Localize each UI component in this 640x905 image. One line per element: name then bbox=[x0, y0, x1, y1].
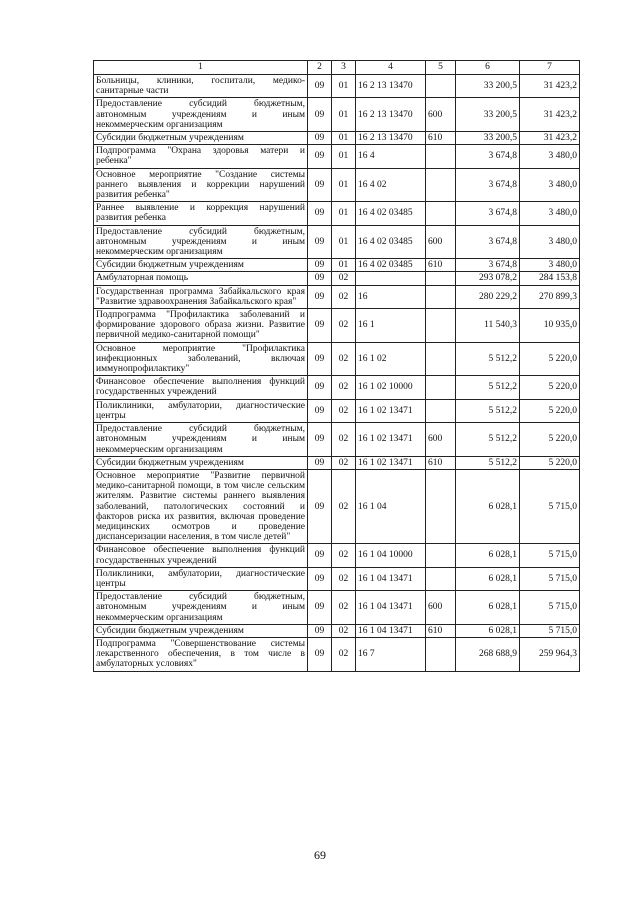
amount-year-1: 3 674,8 bbox=[456, 202, 520, 225]
amount-year-2: 284 153,8 bbox=[520, 272, 580, 285]
table-row bbox=[94, 637, 580, 671]
expense-type-code bbox=[426, 202, 456, 225]
header-cell: 2 bbox=[308, 61, 332, 75]
target-article-code: 16 1 04 13471 bbox=[356, 624, 426, 637]
expense-type-code bbox=[426, 285, 456, 308]
subsection-code: 02 bbox=[332, 376, 356, 399]
amount-year-1: 6 028,1 bbox=[456, 624, 520, 637]
subsection-code: 01 bbox=[332, 225, 356, 259]
amount-year-1: 33 200,5 bbox=[456, 98, 520, 132]
amount-year-2: 270 899,3 bbox=[520, 285, 580, 308]
expense-type-code: 600 bbox=[426, 98, 456, 132]
subsection-code: 01 bbox=[332, 259, 356, 272]
amount-year-1: 6 028,1 bbox=[456, 469, 520, 543]
amount-year-1: 5 512,2 bbox=[456, 342, 520, 376]
amount-year-1: 3 674,8 bbox=[456, 168, 520, 202]
item-name: Субсидии бюджетным учреждениям bbox=[94, 132, 308, 145]
amount-year-2: 5 220,0 bbox=[520, 376, 580, 399]
section-code: 09 bbox=[308, 469, 332, 543]
expense-type-code: 610 bbox=[426, 624, 456, 637]
target-article-code: 16 7 bbox=[356, 637, 426, 671]
amount-year-2: 3 480,0 bbox=[520, 202, 580, 225]
expense-type-code bbox=[426, 342, 456, 376]
item-name: Амбулаторная помощь bbox=[94, 272, 308, 285]
table-row bbox=[94, 591, 580, 625]
target-article-code: 16 2 13 13470 bbox=[356, 98, 426, 132]
table-row bbox=[94, 567, 580, 590]
item-name: Субсидии бюджетным учреждениям bbox=[94, 259, 308, 272]
amount-year-1: 5 512,2 bbox=[456, 456, 520, 469]
header-cell: 7 bbox=[520, 61, 580, 75]
table-row bbox=[94, 544, 580, 567]
section-code: 09 bbox=[308, 98, 332, 132]
amount-year-2: 259 964,3 bbox=[520, 637, 580, 671]
amount-year-2: 5 220,0 bbox=[520, 456, 580, 469]
item-name: Подпрограмма "Совершенствование системы лекарственного обеспечения, в том числе в амбулаторных условиях" bbox=[94, 637, 308, 671]
item-name: Субсидии бюджетным учреждениям bbox=[94, 456, 308, 469]
amount-year-1: 6 028,1 bbox=[456, 567, 520, 590]
item-name: Финансовое обеспечение выполнения функций государственных учреждений bbox=[94, 376, 308, 399]
section-code: 09 bbox=[308, 591, 332, 625]
page-number: 69 bbox=[314, 848, 326, 862]
amount-year-2: 5 715,0 bbox=[520, 567, 580, 590]
amount-year-2: 5 715,0 bbox=[520, 591, 580, 625]
subsection-code: 01 bbox=[332, 202, 356, 225]
target-article-code: 16 1 02 13471 bbox=[356, 399, 426, 422]
target-article-code: 16 4 02 bbox=[356, 168, 426, 202]
amount-year-1: 6 028,1 bbox=[456, 544, 520, 567]
subsection-code: 02 bbox=[332, 591, 356, 625]
amount-year-2: 3 480,0 bbox=[520, 225, 580, 259]
amount-year-1: 5 512,2 bbox=[456, 399, 520, 422]
section-code: 09 bbox=[308, 456, 332, 469]
subsection-code: 02 bbox=[332, 469, 356, 543]
expense-type-code bbox=[426, 376, 456, 399]
expense-type-code: 600 bbox=[426, 423, 456, 457]
subsection-code: 02 bbox=[332, 423, 356, 457]
table-row bbox=[94, 272, 580, 285]
section-code: 09 bbox=[308, 285, 332, 308]
section-code: 09 bbox=[308, 567, 332, 590]
target-article-code: 16 1 04 10000 bbox=[356, 544, 426, 567]
target-article-code: 16 2 13 13470 bbox=[356, 75, 426, 98]
section-code: 09 bbox=[308, 272, 332, 285]
expense-type-code: 610 bbox=[426, 456, 456, 469]
target-article-code: 16 2 13 13470 bbox=[356, 132, 426, 145]
target-article-code: 16 1 04 13471 bbox=[356, 591, 426, 625]
item-name: Подпрограмма "Профилактика заболеваний и формирование здорового образа жизни. Развитие первичной медико-санитарной помощи" bbox=[94, 309, 308, 343]
amount-year-2: 3 480,0 bbox=[520, 145, 580, 168]
expense-type-code: 610 bbox=[426, 132, 456, 145]
item-name: Поликлиники, амбулатории, диагностические центры bbox=[94, 399, 308, 422]
amount-year-2: 5 220,0 bbox=[520, 342, 580, 376]
item-name: Субсидии бюджетным учреждениям bbox=[94, 624, 308, 637]
table-header-row bbox=[94, 61, 580, 75]
amount-year-1: 280 229,2 bbox=[456, 285, 520, 308]
amount-year-2: 5 715,0 bbox=[520, 624, 580, 637]
item-name: Предоставление субсидий бюджетным, автономным учреждениям и иным некоммерческим организациям bbox=[94, 98, 308, 132]
subsection-code: 02 bbox=[332, 285, 356, 308]
amount-year-1: 3 674,8 bbox=[456, 145, 520, 168]
item-name: Предоставление субсидий бюджетным, автономным учреждениям и иным некоммерческим организациям bbox=[94, 423, 308, 457]
table-row bbox=[94, 456, 580, 469]
expense-type-code: 610 bbox=[426, 259, 456, 272]
item-name: Основное мероприятие "Профилактика инфекционных заболеваний, включая иммунопрофилактику" bbox=[94, 342, 308, 376]
item-name: Основное мероприятие "Развитие первичной медико-санитарной помощи, в том числе сельским жителям. Развитие системы раннего выявления заболеваний, патологических состояний и факторов риска их развития, включая проведение медицинских осмотров и проведение диспансеризации населения, в том числе детей" bbox=[94, 469, 308, 543]
amount-year-2: 31 423,2 bbox=[520, 75, 580, 98]
table-row bbox=[94, 423, 580, 457]
table-row bbox=[94, 624, 580, 637]
item-name: Подпрограмма "Охрана здоровья матери и ребенка" bbox=[94, 145, 308, 168]
subsection-code: 01 bbox=[332, 145, 356, 168]
item-name: Больницы, клиники, госпитали, медико-санитарные части bbox=[94, 75, 308, 98]
table-row bbox=[94, 202, 580, 225]
expense-type-code bbox=[426, 544, 456, 567]
expense-type-code bbox=[426, 567, 456, 590]
subsection-code: 01 bbox=[332, 132, 356, 145]
header-cell: 6 bbox=[456, 61, 520, 75]
section-code: 09 bbox=[308, 624, 332, 637]
table-row bbox=[94, 309, 580, 343]
expense-type-code bbox=[426, 75, 456, 98]
expense-type-code bbox=[426, 272, 456, 285]
section-code: 09 bbox=[308, 225, 332, 259]
amount-year-2: 31 423,2 bbox=[520, 98, 580, 132]
table-row bbox=[94, 285, 580, 308]
section-code: 09 bbox=[308, 132, 332, 145]
amount-year-2: 5 220,0 bbox=[520, 423, 580, 457]
subsection-code: 02 bbox=[332, 456, 356, 469]
section-code: 09 bbox=[308, 637, 332, 671]
section-code: 09 bbox=[308, 544, 332, 567]
target-article-code: 16 4 02 03485 bbox=[356, 202, 426, 225]
subsection-code: 02 bbox=[332, 342, 356, 376]
table-row bbox=[94, 75, 580, 98]
target-article-code: 16 4 02 03485 bbox=[356, 259, 426, 272]
section-code: 09 bbox=[308, 202, 332, 225]
amount-year-1: 3 674,8 bbox=[456, 259, 520, 272]
item-name: Поликлиники, амбулатории, диагностические центры bbox=[94, 567, 308, 590]
item-name: Раннее выявление и коррекция нарушений развития ребенка bbox=[94, 202, 308, 225]
section-code: 09 bbox=[308, 376, 332, 399]
amount-year-1: 6 028,1 bbox=[456, 591, 520, 625]
budget-table bbox=[93, 60, 580, 672]
expense-type-code bbox=[426, 469, 456, 543]
target-article-code: 16 1 04 13471 bbox=[356, 567, 426, 590]
amount-year-2: 3 480,0 bbox=[520, 259, 580, 272]
amount-year-1: 5 512,2 bbox=[456, 423, 520, 457]
header-cell: 3 bbox=[332, 61, 356, 75]
amount-year-1: 293 078,2 bbox=[456, 272, 520, 285]
table-row bbox=[94, 342, 580, 376]
section-code: 09 bbox=[308, 309, 332, 343]
section-code: 09 bbox=[308, 168, 332, 202]
table-row bbox=[94, 259, 580, 272]
item-name: Предоставление субсидий бюджетным, автономным учреждениям и иным некоммерческим организациям bbox=[94, 225, 308, 259]
section-code: 09 bbox=[308, 259, 332, 272]
target-article-code: 16 1 bbox=[356, 309, 426, 343]
target-article-code: 16 1 02 bbox=[356, 342, 426, 376]
subsection-code: 02 bbox=[332, 399, 356, 422]
amount-year-2: 5 715,0 bbox=[520, 544, 580, 567]
expense-type-code bbox=[426, 168, 456, 202]
item-name: Основное мероприятие "Создание системы раннего выявления и коррекции нарушений развития ребенка" bbox=[94, 168, 308, 202]
table-row bbox=[94, 98, 580, 132]
target-article-code: 16 1 02 13471 bbox=[356, 423, 426, 457]
expense-type-code bbox=[426, 637, 456, 671]
section-code: 09 bbox=[308, 399, 332, 422]
target-article-code: 16 4 bbox=[356, 145, 426, 168]
subsection-code: 02 bbox=[332, 624, 356, 637]
amount-year-1: 5 512,2 bbox=[456, 376, 520, 399]
expense-type-code bbox=[426, 309, 456, 343]
section-code: 09 bbox=[308, 145, 332, 168]
expense-type-code bbox=[426, 399, 456, 422]
item-name: Финансовое обеспечение выполнения функций государственных учреждений bbox=[94, 544, 308, 567]
amount-year-1: 33 200,5 bbox=[456, 75, 520, 98]
amount-year-2: 5 715,0 bbox=[520, 469, 580, 543]
subsection-code: 01 bbox=[332, 98, 356, 132]
subsection-code: 01 bbox=[332, 168, 356, 202]
target-article-code: 16 1 02 10000 bbox=[356, 376, 426, 399]
target-article-code: 16 1 02 13471 bbox=[356, 456, 426, 469]
amount-year-2: 10 935,0 bbox=[520, 309, 580, 343]
subsection-code: 02 bbox=[332, 567, 356, 590]
target-article-code: 16 bbox=[356, 285, 426, 308]
expense-type-code: 600 bbox=[426, 225, 456, 259]
amount-year-2: 5 220,0 bbox=[520, 399, 580, 422]
section-code: 09 bbox=[308, 423, 332, 457]
table-row bbox=[94, 399, 580, 422]
target-article-code: 16 1 04 bbox=[356, 469, 426, 543]
amount-year-1: 11 540,3 bbox=[456, 309, 520, 343]
table-row bbox=[94, 168, 580, 202]
subsection-code: 02 bbox=[332, 544, 356, 567]
target-article-code: 16 4 02 03485 bbox=[356, 225, 426, 259]
item-name: Предоставление субсидий бюджетным, автономным учреждениям и иным некоммерческим организациям bbox=[94, 591, 308, 625]
section-code: 09 bbox=[308, 342, 332, 376]
section-code: 09 bbox=[308, 75, 332, 98]
amount-year-2: 31 423,2 bbox=[520, 132, 580, 145]
expense-type-code bbox=[426, 145, 456, 168]
subsection-code: 02 bbox=[332, 272, 356, 285]
target-article-code bbox=[356, 272, 426, 285]
amount-year-1: 3 674,8 bbox=[456, 225, 520, 259]
table-row bbox=[94, 225, 580, 259]
amount-year-1: 33 200,5 bbox=[456, 132, 520, 145]
item-name: Государственная программа Забайкальского края "Развитие здравоохранения Забайкальского края" bbox=[94, 285, 308, 308]
table-row bbox=[94, 145, 580, 168]
subsection-code: 01 bbox=[332, 75, 356, 98]
amount-year-1: 268 688,9 bbox=[456, 637, 520, 671]
subsection-code: 02 bbox=[332, 309, 356, 343]
header-cell: 4 bbox=[356, 61, 426, 75]
header-cell: 5 bbox=[426, 61, 456, 75]
table-row bbox=[94, 469, 580, 543]
header-cell: 1 bbox=[94, 61, 308, 75]
table-row bbox=[94, 376, 580, 399]
table-row bbox=[94, 132, 580, 145]
subsection-code: 02 bbox=[332, 637, 356, 671]
amount-year-2: 3 480,0 bbox=[520, 168, 580, 202]
expense-type-code: 600 bbox=[426, 591, 456, 625]
